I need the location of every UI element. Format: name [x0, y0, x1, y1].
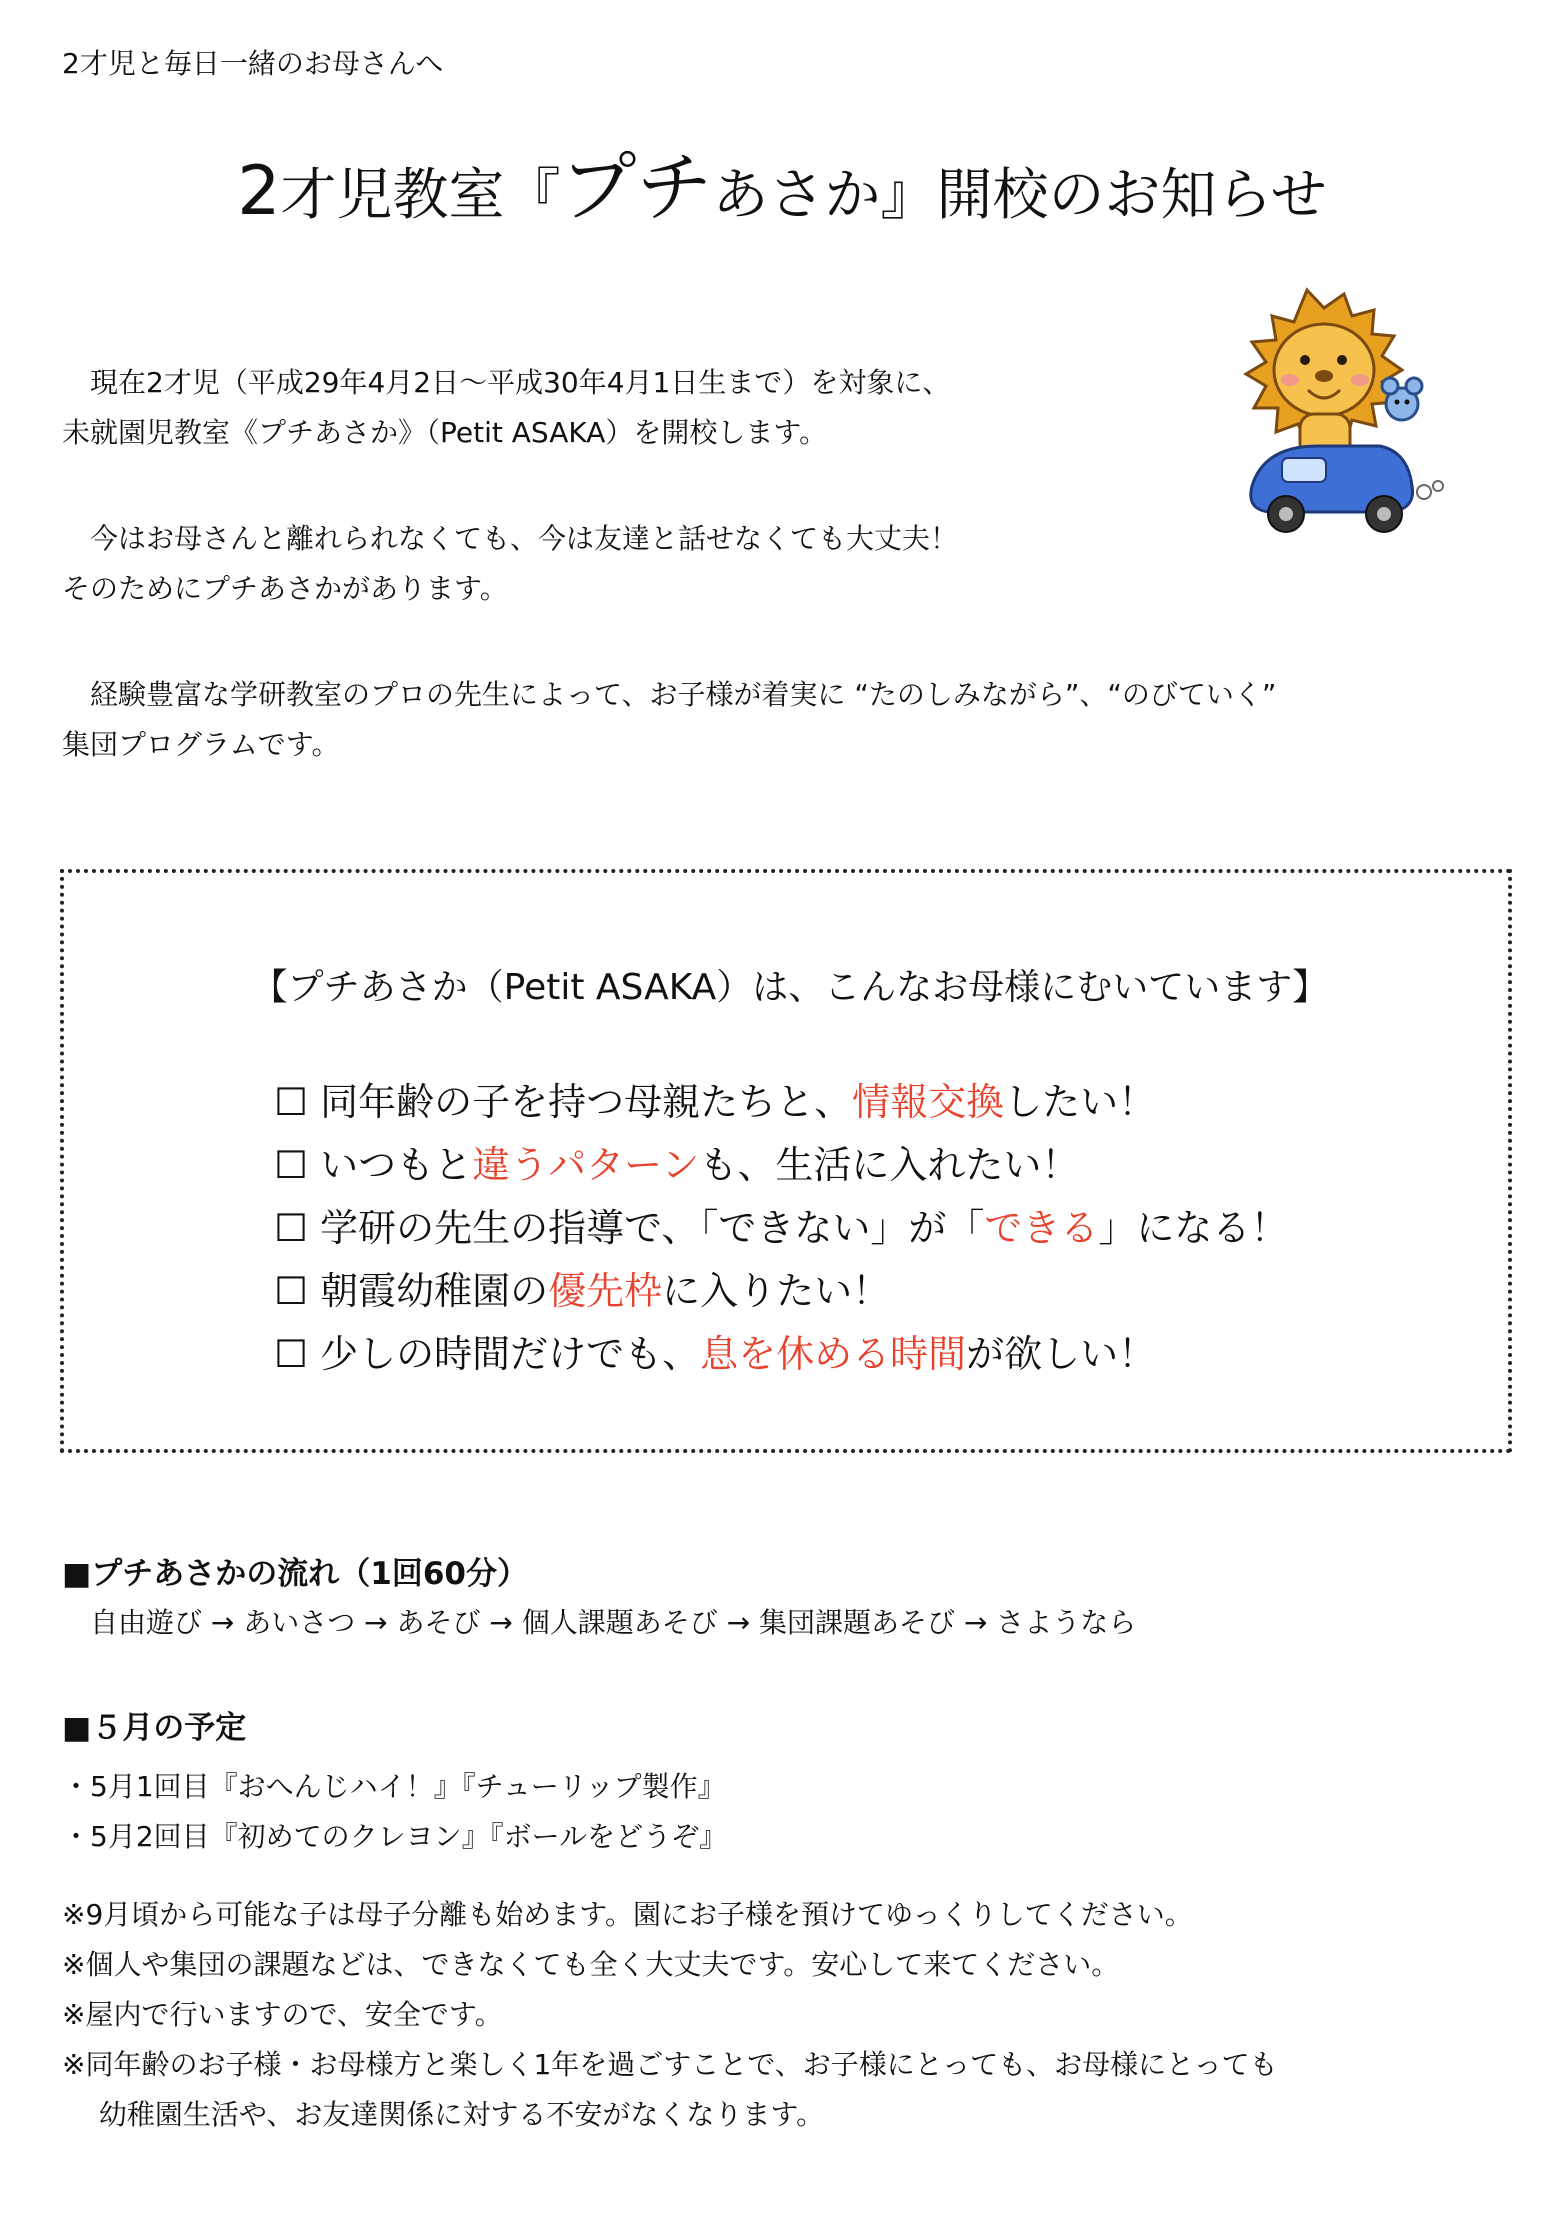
- title-part-4: あさか』開校のお知らせ: [712, 163, 1327, 228]
- checklist-item: [274, 1197, 1288, 1260]
- note-line: ※9月頃から可能な子は母子分離も始めます。園にお子様を預けてゆっくりしてください。: [62, 1898, 1193, 1931]
- intro-line: そのためにプチあさかがあります。: [62, 572, 508, 605]
- checklist-text: も、生活に入れたい！: [699, 1143, 1080, 1187]
- note-line: ※同年齢のお子様・お母様方と楽しく1年を過ごすことで、お子様にとっても、お母様にとっても: [62, 2048, 1278, 2081]
- title-part-3: プチ: [560, 143, 713, 232]
- intro-line: 現在2才児（平成29年4月2日～平成30年4月1日生まで）を対象に、: [62, 366, 951, 399]
- checklist-highlight: できる: [984, 1206, 1099, 1250]
- intro-line: 経験豊富な学研教室のプロの先生によって、お子様が着実に “たのしみながら”、“のびていく”: [62, 678, 1277, 711]
- checklist-text: が欲しい！: [966, 1332, 1157, 1376]
- page-title: [0, 143, 1564, 236]
- title-part-2: 才児教室『: [280, 163, 561, 228]
- checklist-item: [274, 1323, 1288, 1386]
- checklist-text: に入りたい！: [662, 1269, 891, 1313]
- flow-body: 自由遊び → あいさつ → あそび → 個人課題あそび → 集団課題あそび → さようなら: [62, 1606, 1137, 1639]
- checklist-item: [274, 1260, 1288, 1323]
- schedule-item: ・5月1回目『おへんじハイ！』『チューリップ製作』: [62, 1770, 726, 1803]
- checklist-item: [274, 1134, 1288, 1197]
- lion-mascot-in-car-icon: [1212, 286, 1452, 546]
- intro-line: 今はお母さんと離れられなくても、今は友達と話せなくても大丈夫！: [62, 522, 959, 555]
- checklist-text: したい！: [1004, 1080, 1157, 1124]
- addressee-line: 2才児と毎日一緒のお母さんへ: [62, 47, 444, 80]
- checklist: [274, 1071, 1288, 1386]
- checklist-highlight: 違うパターン: [472, 1143, 700, 1187]
- checklist-text: ☐ 少しの時間だけでも、: [274, 1332, 701, 1376]
- schedule-item: ・5月2回目『初めてのクレヨン』『ボールをどうぞ』: [62, 1820, 728, 1853]
- checklist-text: ☐ 朝霞幼稚園の: [274, 1269, 549, 1313]
- checklist-text: ☐ 学研の先生の指導で、「できない」が「: [274, 1206, 985, 1250]
- schedule-heading: ■５月の予定: [62, 1710, 247, 1746]
- checklist-highlight: 情報交換: [852, 1080, 1005, 1124]
- note-line: 幼稚園生活や、お友達関係に対する不安がなくなります。: [62, 2098, 825, 2131]
- checklist-text: 」になる！: [1098, 1206, 1289, 1250]
- target-mothers-box: [60, 869, 1512, 1453]
- checklist-highlight: 優先枠: [548, 1269, 663, 1313]
- title-part-1: 2: [237, 152, 281, 231]
- checklist-text: ☐ 同年齢の子を持つ母親たちと、: [274, 1080, 853, 1124]
- note-line: ※屋内で行いますので、安全です。: [62, 1998, 503, 2031]
- intro-line: 未就園児教室《プチあさか》（Petit ASAKA）を開校します。: [62, 416, 828, 449]
- checklist-item: [274, 1071, 1288, 1134]
- checklist-text: ☐ いつもと: [274, 1143, 473, 1187]
- flow-heading: ■プチあさかの流れ（1回60分）: [62, 1556, 528, 1592]
- checklist-highlight: 息を休める時間: [700, 1332, 967, 1376]
- note-line: ※個人や集団の課題などは、できなくても全く大丈夫です。安心して来てください。: [62, 1948, 1120, 1981]
- box-heading: 【プチあさか（Petit ASAKA）は、こんなお母様にむいています】: [251, 967, 1329, 1008]
- intro-line: 集団プログラムです。: [62, 728, 340, 761]
